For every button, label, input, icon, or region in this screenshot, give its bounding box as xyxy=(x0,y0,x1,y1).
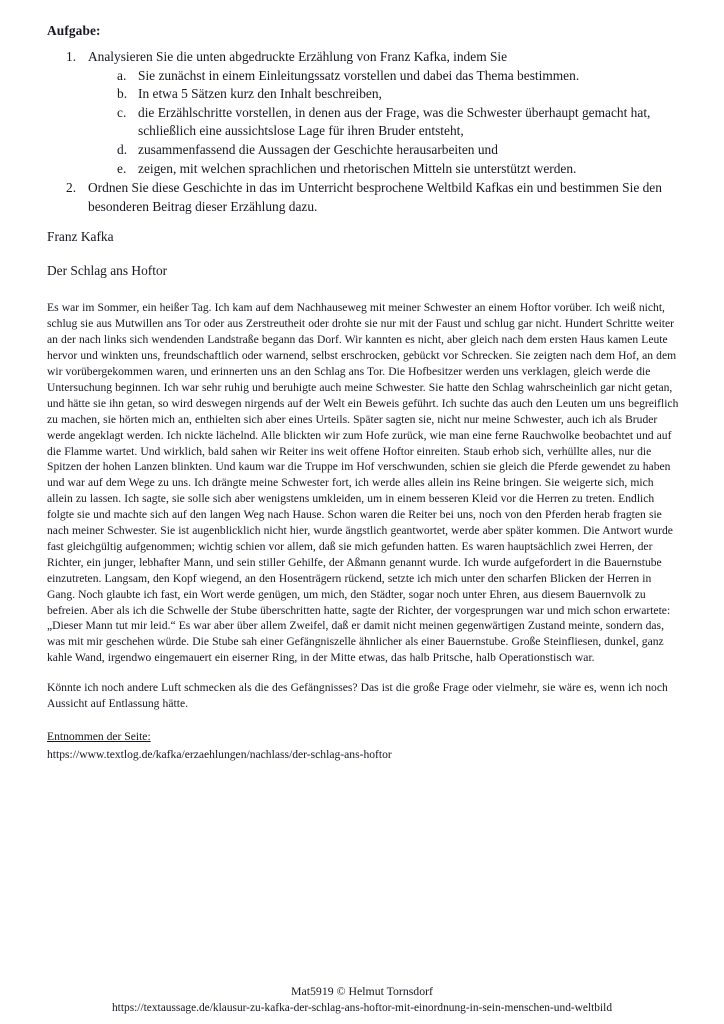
subtask-text: In etwa 5 Sätzen kurz den Inhalt beschreiben, xyxy=(138,86,382,102)
source-label: Entnommen der Seite: xyxy=(47,730,151,743)
subtask-item xyxy=(88,141,680,160)
subtask-item xyxy=(88,67,680,86)
task-item xyxy=(47,179,680,216)
subtask-text: zeigen, mit welchen sprachlichen und rhetorischen Mitteln sie unterstützt werden. xyxy=(138,160,577,176)
subtask-marker: e. xyxy=(117,160,127,176)
footer-credit: Mat5919 © Helmut Tornsdorf xyxy=(291,984,433,998)
subtask-text: die Erzählschritte vorstellen, in denen aus der Frage, was die Schwester überhaupt gemacht hat, schließlich eine aussichtslose Lage für ihren Bruder entsteht, xyxy=(138,104,651,139)
subtask-text: Sie zunächst in einem Einleitungssatz vorstellen und dabei das Thema bestimmen. xyxy=(138,67,580,83)
spacer xyxy=(47,217,680,228)
task-text: Analysieren Sie die unten abgedruckte Erzählung von Franz Kafka, indem Sie xyxy=(88,49,508,64)
story-title: Der Schlag ans Hoftor xyxy=(47,263,168,279)
subtask-marker: a. xyxy=(117,67,127,83)
subtask-marker: c. xyxy=(117,104,127,120)
subtask-item xyxy=(88,104,680,141)
story-paragraph: Es war im Sommer, ein heißer Tag. Ich kam auf dem Nachhauseweg mit meiner Schwester an einem Hoftor vorüber. Ich weiß nicht, schlug sie aus Mutwillen ans Tor oder aus Zerstreutheit oder drohte sie nur mit der Faust und schlug gar nicht. Hundert Schritte weiter an der nach links sich wendenden Landstraße begann das Dorf. Wir kannten es nicht, aber gleich nach dem ersten Haus kamen Leute hervor und winkten uns, freundschaftlich oder warnend, selbst erschrocken, gebückt vor Schrecken. Sie zeigten nach dem Hof, an dem wir vorübergekommen waren, und erinnerten uns an den Schlag ans Tor. Die Hofbesitzer werden uns verklagen, gleich werde die Untersuchung beginnen. Ich war sehr ruhig und beruhigte auch meine Schwester. Sie hatte den Schlag wahrscheinlich gar nicht getan, und hätte sie ihn getan, so wird deswegen nirgends auf der Welt ein Beweis geführt. Ich suchte das auch den Leuten um uns begreiflich zu machen, sie hörten mich an, enthielten sich aber eines Urteils. Später sagten sie, nicht nur meine Schwester, auch ich als Bruder werde angeklagt werden. Ich nickte lächelnd. Alle blickten wir zum Hofe zurück, wie man eine ferne Rauchwolke beobachtet und auf die Flamme wartet. Und wirklich, bald sahen wir Reiter ins weit offene Hoftor einreiten. Staub erhob sich, verhüllte alles, nur die Spitzen der hohen Lanzen blinkten. Und kaum war die Truppe im Hof verschwunden, schien sie gleich die Pferde gewendet zu haben und war auf dem Wege zu uns. Ich drängte meine Schwester fort, ich werde alles allein ins Reine bringen. Sie weigerte sich, mich allein zu lassen. Ich sagte, sie solle sich aber wenigstens umkleiden, um in einem besseren Kleid vor die Herren zu treten. Endlich folgte sie und machte sich auf den langen Weg nach Hause. Schon waren die Reiter bei uns, noch von den Pferden herab fragten sie nach meiner Schwester. Sie ist augenblicklich nicht hier, wurde ängstlich geantwortet, werde aber später kommen. Die Antwort wurde fast gleichgültig aufgenommen; wichtig schien vor allem, daß sie mich gefunden hatten. Es waren hauptsächlich zwei Herren, der Richter, ein junger, lebhafter Mann, und sein stiller Gehilfe, der Aßmann genannt wurde. Ich wurde aufgefordert in die Bauernstube einzutreten. Langsam, den Kopf wiegend, an den Hosenträgern rückend, setzte ich mich unter den scharfen Blicken der Herren in Gang. Noch glaubte ich fast, ein Wort werde genügen, um mich, den Städter, sogar noch unter Ehren, aus diesem Bauernvolk zu befreien. Aber als ich die Schwelle der Stube überschritten hatte, sagte der Richter, der vorgesprungen war und mich schon erwartete: „Dieser Mann tut mir leid.“ Es war aber über allem Zweifel, daß er damit nicht meinen gegenwärtigen Zustand meinte, sondern das, was mit mir geschehen würde. Die Stube sah einer Gefängniszelle ähnlicher als einer Bauernstube. Große Steinfliesen, dunkel, ganz kahle Wand, irgendwo eingemauert ein eiserner Ring, in der Mitte etwas, das halb Pritsche, halb Operationstisch war. xyxy=(47,301,679,665)
page-footer xyxy=(0,983,724,1016)
story-paragraph: Könnte ich noch andere Luft schmecken als die des Gefängnisses? Das ist die große Frage oder vielmehr, sie wäre es, wenn ich noch Aussicht auf Entlassung hätte. xyxy=(47,681,668,711)
subtask-marker: b. xyxy=(117,86,128,102)
task-marker: 1. xyxy=(66,49,77,64)
subtask-list xyxy=(88,67,680,179)
subtask-text: zusammenfassend die Aussagen der Geschichte herausarbeiten und xyxy=(138,141,498,157)
subtask-item xyxy=(88,85,680,104)
subtask-marker: d. xyxy=(117,141,128,157)
task-item xyxy=(47,48,680,178)
author-name: Franz Kafka xyxy=(47,229,114,245)
source-url[interactable]: https://www.textlog.de/kafka/erzaehlungen/nachlass/der-schlag-ans-hoftor xyxy=(47,747,392,761)
subtask-item xyxy=(88,160,680,179)
assignment-heading: Aufgabe: xyxy=(47,23,101,38)
footer-url[interactable]: https://textaussage.de/klausur-zu-kafka-der-schlag-ans-hoftor-mit-einordnung-in-sein-menschen-und-weltbild xyxy=(111,1002,613,1014)
task-marker: 2. xyxy=(66,180,77,196)
task-list xyxy=(47,48,680,216)
task-text: Ordnen Sie diese Geschichte in das im Unterricht besprochene Weltbild Kafkas ein und bestimmen Sie den besonderen Beitrag dieser Erzählung dazu. xyxy=(88,180,662,214)
